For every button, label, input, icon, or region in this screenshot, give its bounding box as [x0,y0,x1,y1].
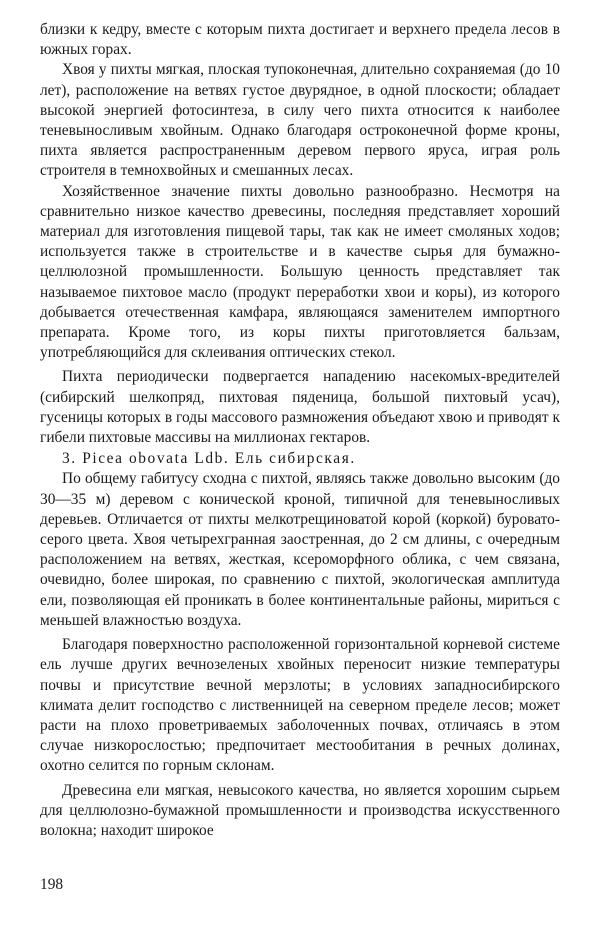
paragraph-fir-economic-value: Хозяйственное значение пихты довольно разнообразно. Несмотря на сравнительно низкое качество древесины, последняя представляет хороший материал для изготовления пищевой тары, так как не имеет смоляных ходов; используется также в строительстве и в качестве сырья для бумажно-целлюлозной промышленности. Большую ценность представляет так называемое пихтовое масло (продукт переработки хвои и коры), из которого добывается отечественная камфара, являющаяся заменителем импортного препарата. Кроме того, из коры пихты приготовляется бальзам, употребляющийся для склеивания оптических стекол. [40,182,560,362]
paragraph-spruce-roots: Благодаря поверхностно расположенной горизонтальной корневой системе ель лучше других вечнозеленых хвойных переносит низкие температуры почвы и присутствие вечной мерзлоты; в условиях западносибирского климата делит господство с лиственницей на северном пределе лесов; может расти на плохо проветриваемых заболоченных почвах, отличаясь в этом случае низкорослостью; предпочитает местообитания в речных долинах, охотно селится по горным склонам. [40,636,560,775]
paragraph-spruce-wood: Древесина ели мягкая, невысокого качества, но является хорошим сырьем для целлюлозно-бумажной промышленности и производства искусственного волокна; находит широкое [40,781,560,839]
page-text-block [40,20,560,841]
paragraph-spruce-description: По общему габитусу сходна с пихтой, являясь также довольно высоким (до 30—35 м) деревом с конической кроной, типичной для теневыносливых деревьев. Отличается от пихты мелкотрещиноватой корой (коркой) буровато-серого цвета. Хвоя четырехгранная заостренная, до 2 см длины, с очередным расположением на ветвях, жесткая, ксероморфного облика, с чем связана, очевидно, более широкая, по сравнению с пихтой, экологическая амплитуда ели, позволяющая ей проникать в более континентальные районы, мириться с меньшей влажностью воздуха. [40,470,560,629]
section-heading-picea-obovata: 3. Picea obovata Ldb. Ель сибирская. [62,450,356,468]
paragraph-fir-pests: Пихта периодически подвергается нападению насекомых-вредителей (сибирский шелкопряд, пихтовая пяденица, большой пихтовый усач), гусеницы которых в годы массового размножения объедают хвою и приводят к гибели пихтовые массивы на миллионах гектаров. [40,368,560,447]
page-number: 198 [40,876,64,893]
paragraph-fir-needles: Хвоя у пихты мягкая, плоская тупоконечная, длительно сохраняемая (до 10 лет), расположение на ветвях густое двурядное, в одной плоскости; обладает высокой энергией фотосинтеза, в силу чего пихта относится к наиболее теневыносливым хвойным. Однако благодаря остроконечной форме кроны, пихта является распространенным деревом первого яруса, играя роль строителя в темнохвойных и смешанных лесах. [40,61,560,180]
paragraph-continuation: близки к кедру, вместе с которым пихта достигает и верхнего предела лесов в южных горах. [40,21,560,59]
